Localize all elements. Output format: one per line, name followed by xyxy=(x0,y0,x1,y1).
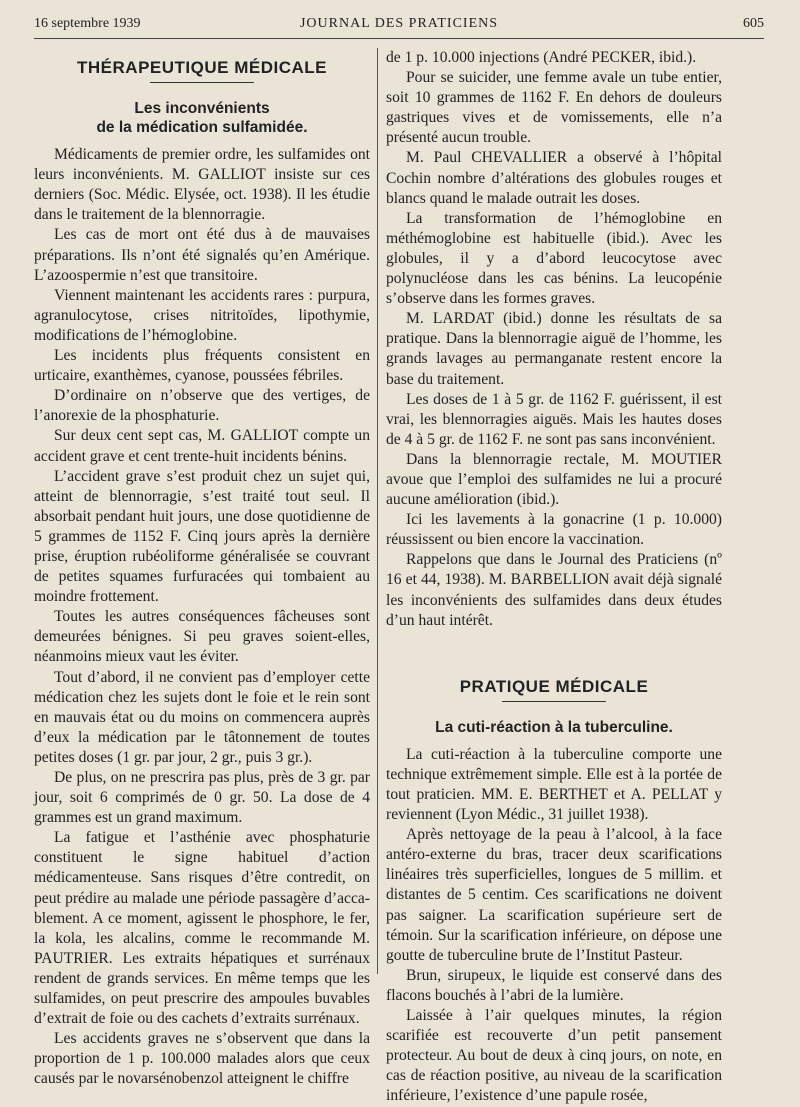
paragraph: Sur deux cent sept cas, M. GALLIOT compte un accident grave et cent trente-huit incidents bénins. xyxy=(34,427,370,465)
section-title-rule xyxy=(150,82,254,83)
header-page-number: 605 xyxy=(743,16,764,31)
paragraph: La cuti-réaction à la tuberculine comporte une technique extrêmement simple. Elle est à la portée de tout praticien. MM. E. BERTHET et A. PELLAT y reviennent (Lyon Médic., 31 juillet 1938). xyxy=(386,745,722,824)
paragraph: Brun, sirupeux, le liquide est conservé dans des flacons bouchés à l’abri de la lumière. xyxy=(386,966,722,1004)
column-divider xyxy=(377,48,378,974)
article-title-line: de la médication sulfamidée. xyxy=(96,119,308,137)
paragraph: Dans la blennorragie rectale, M. MOUTIER avoue que l’emploi des sulfamides ne lui a procuré aucune amélioration (ibid.). xyxy=(386,450,722,509)
section-title-rule xyxy=(502,701,606,702)
paragraph: Après nettoyage de la peau à l’alcool, à la face antéro-externe du bras, tracer deux scarifications linéaires très superficielles, longues de 5 millim. et distantes de 5 centim. Ces scarifications ne doivent pas saigner. La scarification supérieure sert de témoin. Sur la scarification inférieure, on dépose une goutte de tuberculine brute de l’Institut Pasteur. xyxy=(386,826,722,964)
header-journal-title: JOURNAL DES PRATICIENS xyxy=(299,16,499,31)
section-title-pratique: PRATIQUE MÉDICALE xyxy=(459,676,649,696)
paragraph: M. LARDAT (ibid.) donne les résultats de sa pratique. Dans la blennorragie aiguë de l’homme, les grands lavages au permanganate restent encore la base du traitement. xyxy=(386,310,722,388)
paragraph: Les doses de 1 à 5 gr. de 1162 F. guérissent, il est vrai, les blennorragies aiguës. Mais les hautes doses de 4 à 5 gr. de 1162 F. ne sont pas sans inconvénient. xyxy=(386,390,722,448)
header-date: 16 septembre 1939 xyxy=(34,16,141,31)
paragraph: Tout d’abord, il ne convient pas d’employer cette médication chez les sujets dont le foie et le rein sont en mauvais état ou du moins on commencera auprès d’eux la médication par le tâtonnement de toutes petites doses (1 gr. par jour, 2 gr., puis 3 gr.). xyxy=(34,668,370,766)
paragraph: Viennent maintenant les accidents rares : purpura, agranulocytose, crises nitritoïdes, lipothymie, modifications de l’hémoglobine. xyxy=(34,286,370,344)
paragraph: Les accidents graves ne s’observent que dans la proportion de 1 p. 100.000 malades alors que ceux causés par le novarsénobenzol atteignent le chiffre xyxy=(34,1030,370,1088)
paragraph: Toutes les autres conséquences fâcheuses sont demeurées bénignes. Si peu graves soient-elles, néanmoins mieux vaut les éviter. xyxy=(34,608,370,666)
right-column xyxy=(386,48,722,1107)
paragraph: De plus, on ne prescrira pas plus, près de 3 gr. par jour, soit 6 comprimés de 0 gr. 50. La dose de 4 grammes est un grand maximum. xyxy=(34,769,370,827)
paragraph-continuation: de 1 p. 10.000 injections (André PECKER, ibid.). xyxy=(386,49,697,66)
paragraph: Les incidents plus fréquents consistent en urticaire, exanthèmes, cyanose, poussées fébriles. xyxy=(34,347,370,385)
section-title-therapeutique: THÉRAPEUTIQUE MÉDICALE xyxy=(77,58,327,77)
paragraph: La transformation de l’hémoglobine en méthémoglobine est habituelle (ibid.). Avec les globules, il y a d’abord leucocytose avec polynucléose dans les cas bénins. La leucopénie s’observe dans les formes graves. xyxy=(386,209,722,308)
section-spacer xyxy=(386,631,722,667)
paragraph: D’ordinaire on n’observe que des vertiges, de l’anorexie de la phosphaturie. xyxy=(34,387,370,425)
paragraph: Ici les lavements à la gonacrine (1 p. 10.000) réussissent ou bien encore la vaccination. xyxy=(386,511,722,549)
article-title-line: Les inconvénients xyxy=(134,100,270,118)
paragraph: L’accident grave s’est produit chez un sujet qui, atteint de blennorragie, s’est traité tout seul. Il absorbait pendant huit jours, une dose quotidienne de 5 grammes de 1152 F. Cinq jours après la dernière prise, éruption rubéoliforme généralisée se couvrant de petites squames furfuracées qui tombaient au moindre frottement. xyxy=(34,467,370,606)
running-header xyxy=(34,16,764,38)
paragraph: Rappelons que dans le Journal des Praticiens (nº 16 et 44, 1938). M. BARBELLION avait déjà signalé les inconvénients des sulfamides dans deux études d’un haut intérêt. xyxy=(386,551,722,629)
paragraph: Les cas de mort ont été dus à de mauvaises préparations. Ils n’ont été signalés qu’en Amérique. L’azoospermie n’est que transitoire. xyxy=(34,226,370,284)
paragraph: Pour se suicider, une femme avale un tube entier, soit 10 grammes de 1162 F. En dehors de douleurs gastriques vives et de vomissements, elle n’a présenté aucun trouble. xyxy=(386,69,722,147)
article-title-sulfamides xyxy=(34,99,370,137)
article-title-cuti-reaction: La cuti-réaction à la tuberculine. xyxy=(435,718,673,736)
paragraph: M. Paul CHEVALLIER a observé à l’hôpital Cochin nombre d’altérations des globules rouges et blancs quand le malade outrait les doses. xyxy=(386,149,722,207)
left-column xyxy=(34,48,370,1090)
header-rule xyxy=(34,38,764,39)
paragraph: Laissée à l’air quelques minutes, la région scarifiée est recouverte d’un petit pansement protecteur. Au bout de deux à cinq jours, on note, en cas de réaction positive, au niveau de la scarification inférieure, l’existence d’une papule rosée, xyxy=(386,1007,722,1105)
paragraph: La fatigue et l’asthénie avec phosphaturie constituent le signe habituel d’action médicamenteuse. Sans risques d’être contredit, on peut prédire au malade une période passagère d’acca-blement. A ce moment, agissent le phosphore, le fer, la kola, les alcalins, comme le recommande M. PAUTRIER. Les extraits hépatiques et surrénaux rendent de grands services. En même temps que les sulfamides, on peut prescrire des ampoules buvables d’extrait de foie ou des cachets d’extraits surrénaux. xyxy=(34,829,370,1028)
paragraph: Médicaments de premier ordre, les sulfamides ont leurs inconvénients. M. GALLIOT insiste sur ces derniers (Soc. Médic. Elysée, oct. 1938). Il les étudie dans le traitement de la blennorragie. xyxy=(34,146,370,224)
